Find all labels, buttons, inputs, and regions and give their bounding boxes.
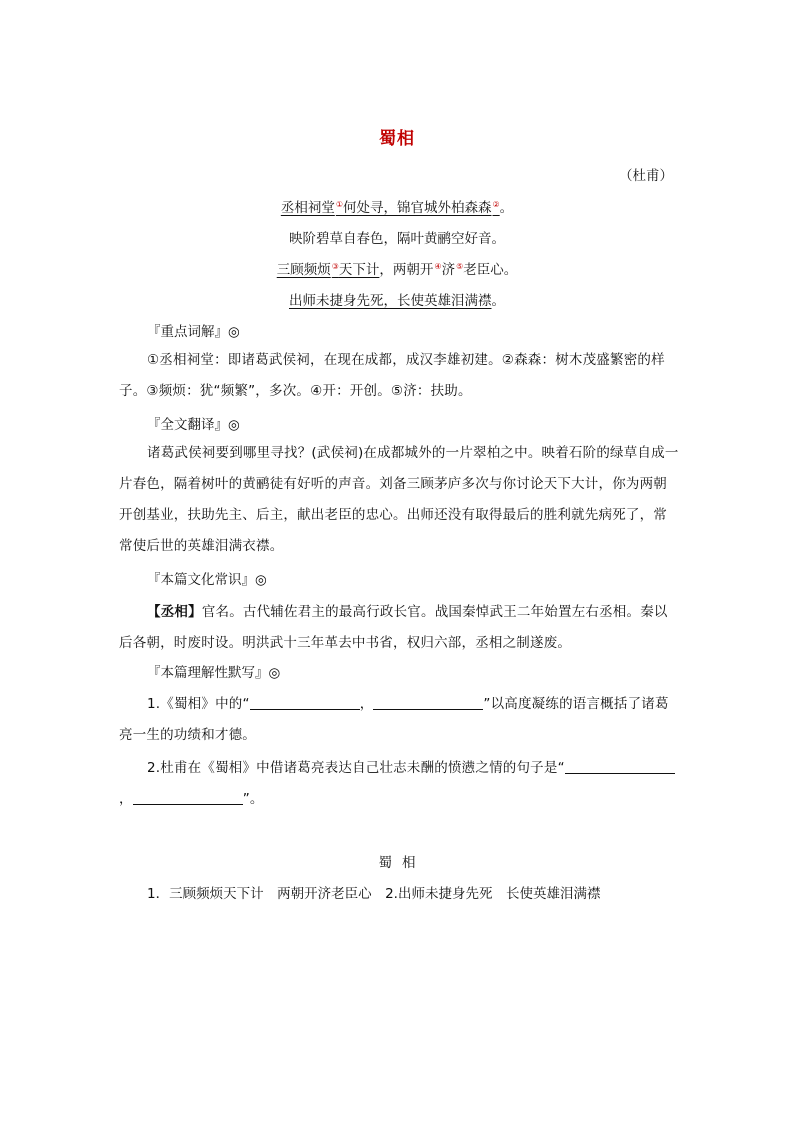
answers-title: 蜀相 bbox=[378, 855, 426, 871]
poem-line-2: 映阶碧草自春色，隔叶黄鹂空好音。 bbox=[289, 231, 505, 247]
vocab-heading: 『重点词解』◎ bbox=[147, 324, 240, 340]
poem-line-4: 出师未捷身先死，长使英雄泪满襟。 bbox=[289, 293, 505, 309]
page-title: 蜀相 bbox=[379, 129, 415, 149]
vocab-text: ①丞相祠堂：即诸葛武侯祠，在现在成都，成汉李雄初建。②森森：树木茂盛繁密的样子。③频烦：犹“频繁”，多次。④开：开创。⑤济：扶助。 bbox=[119, 352, 665, 399]
dictation-question-2: 2.杜甫在《蜀相》中借诸葛亮表达自己壮志未酬的愤懑之情的句子是“， ”。 bbox=[119, 753, 679, 815]
answer-blank[interactable] bbox=[565, 761, 675, 774]
answers-text: 1．三顾频烦天下计 两朝开济老臣心 2.出师未捷身先死 长使英雄泪满襟 bbox=[147, 886, 601, 902]
poem-line-1: 丞相祠堂①何处寻，锦官城外柏森森②。 bbox=[280, 200, 514, 216]
dictation-heading: 『本篇理解性默写』◎ bbox=[147, 665, 281, 681]
translation-heading: 『全文翻译』◎ bbox=[147, 417, 240, 433]
answer-blank[interactable] bbox=[250, 697, 360, 710]
poem-author: （杜甫） bbox=[619, 168, 673, 184]
dictation-question-1: 1.《蜀相》中的“ ， ”以高度凝练的语言概括了诸葛亮一生的功绩和才德。 bbox=[119, 696, 669, 743]
translation-text: 诸葛武侯祠要到哪里寻找？(武侯祠)在成都城外的一片翠柏之中。映着石阶的绿草自成一片春色，隔着树叶的黄鹂徒有好听的声音。刘备三顾茅庐多次与你讨论天下大计，你为两朝开创基业，扶助先主、后主，献出老臣的忠心。出师还没有取得最后的胜利就先病死了，常常使后世的英雄泪满衣襟。 bbox=[119, 445, 679, 554]
culture-text: 【丞相】官名。古代辅佐君主的最高行政长官。战国秦悼武王二年始置左右丞相。秦以后各朝，时废时设。明洪武十三年革去中书省，权归六部，丞相之制遂废。 bbox=[119, 604, 668, 651]
poem-line-3: 三顾频烦③天下计，两朝开④济⑤老臣心。 bbox=[276, 262, 518, 278]
culture-heading: 『本篇文化常识』◎ bbox=[147, 572, 267, 588]
answer-blank[interactable] bbox=[373, 697, 483, 710]
answer-blank[interactable] bbox=[133, 792, 243, 805]
